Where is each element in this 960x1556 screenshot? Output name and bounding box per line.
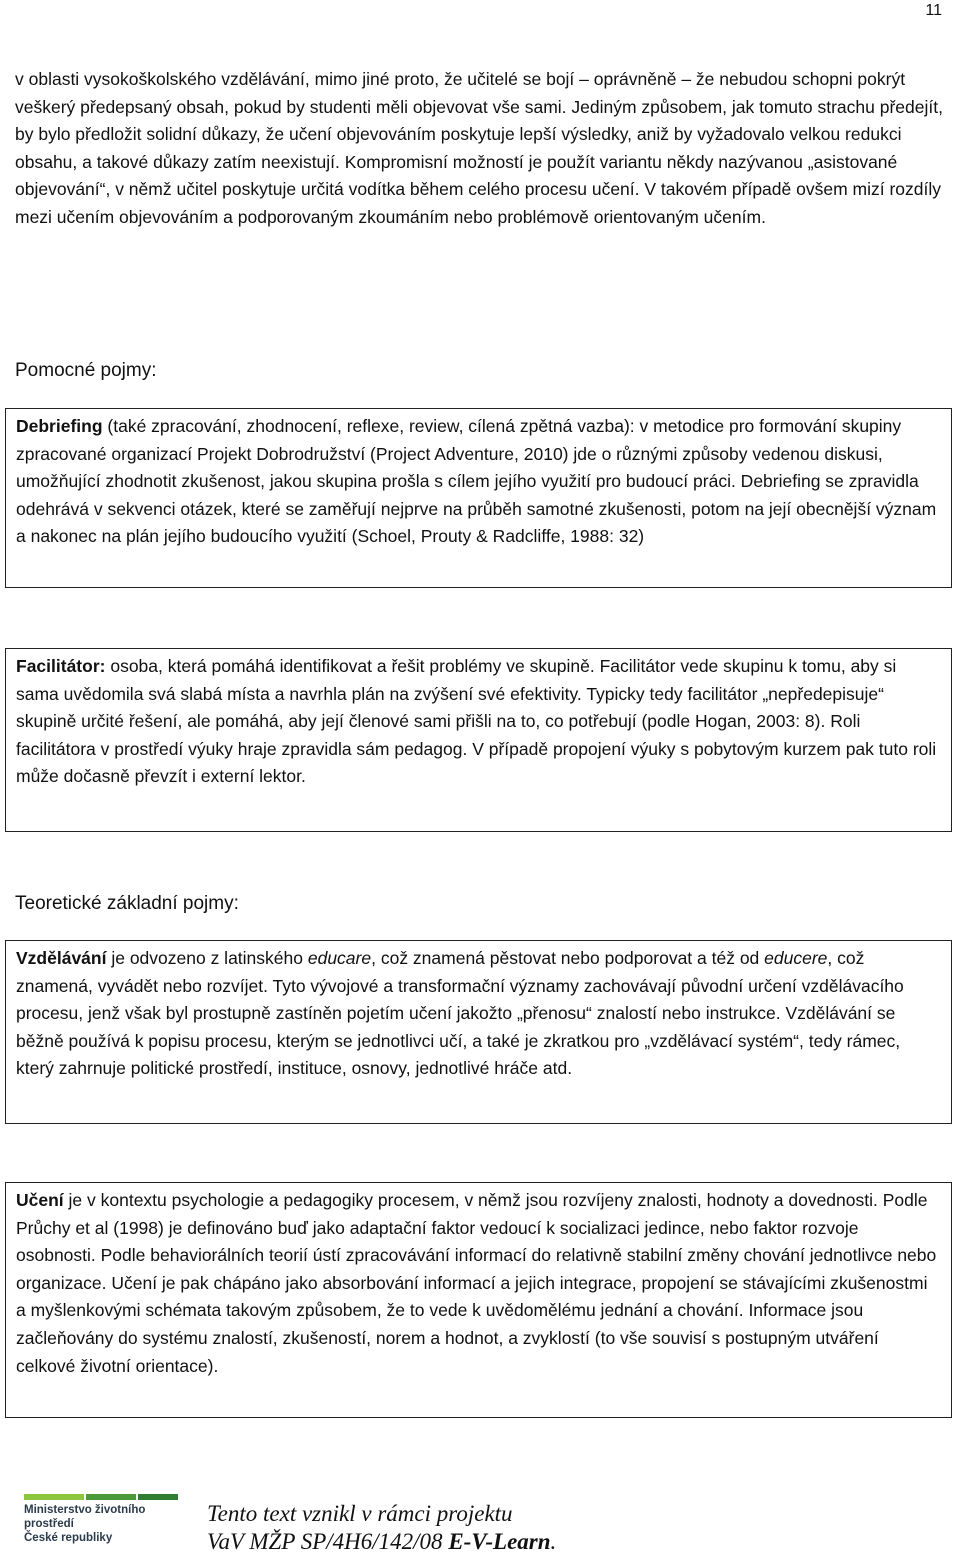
- debriefing-term: Debriefing: [16, 416, 103, 436]
- uceni-term: Učení: [16, 1190, 64, 1210]
- project-footer: [207, 1500, 556, 1556]
- project-name: E-V-Learn: [448, 1529, 551, 1554]
- vzdelavani-text-2: , což znamená pěstovat nebo podporovat a též od: [371, 948, 765, 968]
- vzdelavani-text-1: je odvozeno z latinského: [106, 948, 308, 968]
- debriefing-definition-box: [5, 408, 952, 588]
- logo-bar-segment: [24, 1494, 84, 1500]
- logo-bar-segment: [86, 1494, 136, 1500]
- facilitator-definition-box: [5, 648, 952, 832]
- uceni-text: je v kontextu psychologie a pedagogiky procesem, v němž jsou rozvíjeny znalosti, hodnoty a dovednosti. Podle Průchy et al (1998) je definováno buď jako adaptační faktor vedoucí k socializaci jedince, nebo faktor rozvoje osobnosti. Podle behaviorálních teorií ústí zpracovávání informací do relativně stabilní změny chování jednotlivce nebo organizace. Učení je pak chápáno jako absorbování informací a jejich integrace, propojení se stávajícími zkušenostmi a myšlenkovými schémata takovým způsobem, že to vede k uvědomělému jednání a chování. Informace jsou začleňovány do systému znalostí, zkušeností, norem a hodnot, a zvyklostí (to vše souvisí s postupným utváření celkové životní orientace).: [16, 1190, 937, 1376]
- theoretical-terms-heading: Teoretické základní pojmy:: [15, 893, 239, 914]
- project-line-2: [207, 1528, 556, 1556]
- project-line-1: Tento text vznikl v rámci projektu: [207, 1501, 513, 1526]
- logo-line-1: Ministerstvo životního prostředí: [24, 1504, 146, 1530]
- vzdelavani-term: Vzdělávání: [16, 948, 107, 968]
- educare-word: educare: [307, 948, 372, 968]
- facilitator-text: osoba, která pomáhá identifikovat a řešit problémy ve skupině. Facilitátor vede skupinu k tomu, aby si sama uvědomila svá slabá místa a navrhla plán na zvýšení své efektivity. Typicky tedy facilitátor „nepředepisuje“ skupině určité řešení, ale pomáhá, aby její členové sami přišli na to, co potřebují (podle Hogan, 2003: 8). Roli facilitátora v prostředí výuky hraje zpravidla sám pedagog. V případě propojení výuky s pobytovým kurzem pak tuto roli může dočasně převzít i externí lektor.: [16, 656, 937, 787]
- vzdelavani-text-3: , což znamená, vyvádět nebo rozvíjet. Tyto vývojové a transformační významy zachovávají původní určení vzdělávacího procesu, jenž však byl prostupně zastíněn pojetím učení jakožto „přenosu“ znalostí nebo instrukce. Vzdělávání se běžně používá k popisu procesu, kterým se jednotlivci učí, a také je zkratkou pro „vzdělávací systém“, tedy rámec, který zahrnuje politické prostředí, instituce, osnovy, jednotlivé hráče atd.: [16, 948, 904, 1079]
- logo-line-2: České republiky: [24, 1532, 113, 1544]
- project-code: VaV MŽP SP/4H6/142/08: [207, 1529, 449, 1554]
- logo-bar-segment: [138, 1494, 178, 1500]
- logo-color-bar: [24, 1494, 194, 1500]
- educere-word: educere: [764, 948, 828, 968]
- project-line-end: .: [550, 1529, 557, 1554]
- facilitator-term: Facilitátor:: [16, 656, 106, 676]
- intro-paragraph: v oblasti vysokoškolského vzdělávání, mimo jiné proto, že učitelé se bojí – oprávněně – že nebudou schopni pokrýt veškerý předepsaný obsah, pokud by studenti měli objevovat vše sami. Jediným způsobem, jak tomuto strachu předejít, by bylo předložit solidní důkazy, že učení objevováním poskytuje lepší výsledky, aniž by vyžadovalo velkou redukci obsahu, a takové důkazy zatím neexistují. Kompromisní možností je použít variantu někdy nazývanou „asistované objevování“, v němž učitel poskytuje určitá vodítka během celého procesu učení. V takovém případě ovšem mizí rozdíly mezi učením objevováním a podporovaným zkoumáním nebo problémově orientovaným učením.: [15, 69, 943, 227]
- ministry-logo: [24, 1494, 194, 1545]
- debriefing-text: (také zpracování, zhodnocení, reflexe, review, cílená zpětná vazba): v metodice pro formování skupiny zpracované organizací Projekt Dobrodružství (Project Adventure, 2010) jde o různými způsoby vedenou diskusi, umožňující zhodnotit zkušenost, jakou skupina prošla s cílem jejího využití pro budoucí práci. Debriefing se zpravidla odehrává v sekvenci otázek, které se zaměřují nejprve na průběh samotné zkušenosti, potom na její obecnější význam a nakonec na plán jejího budoucího využití (Schoel, Prouty & Radcliffe, 1988: 32): [16, 416, 937, 547]
- page-number: 11: [925, 2, 942, 19]
- vzdelavani-definition-box: [5, 940, 952, 1124]
- uceni-definition-box: [5, 1182, 952, 1418]
- auxiliary-terms-heading: Pomocné pojmy:: [15, 360, 157, 381]
